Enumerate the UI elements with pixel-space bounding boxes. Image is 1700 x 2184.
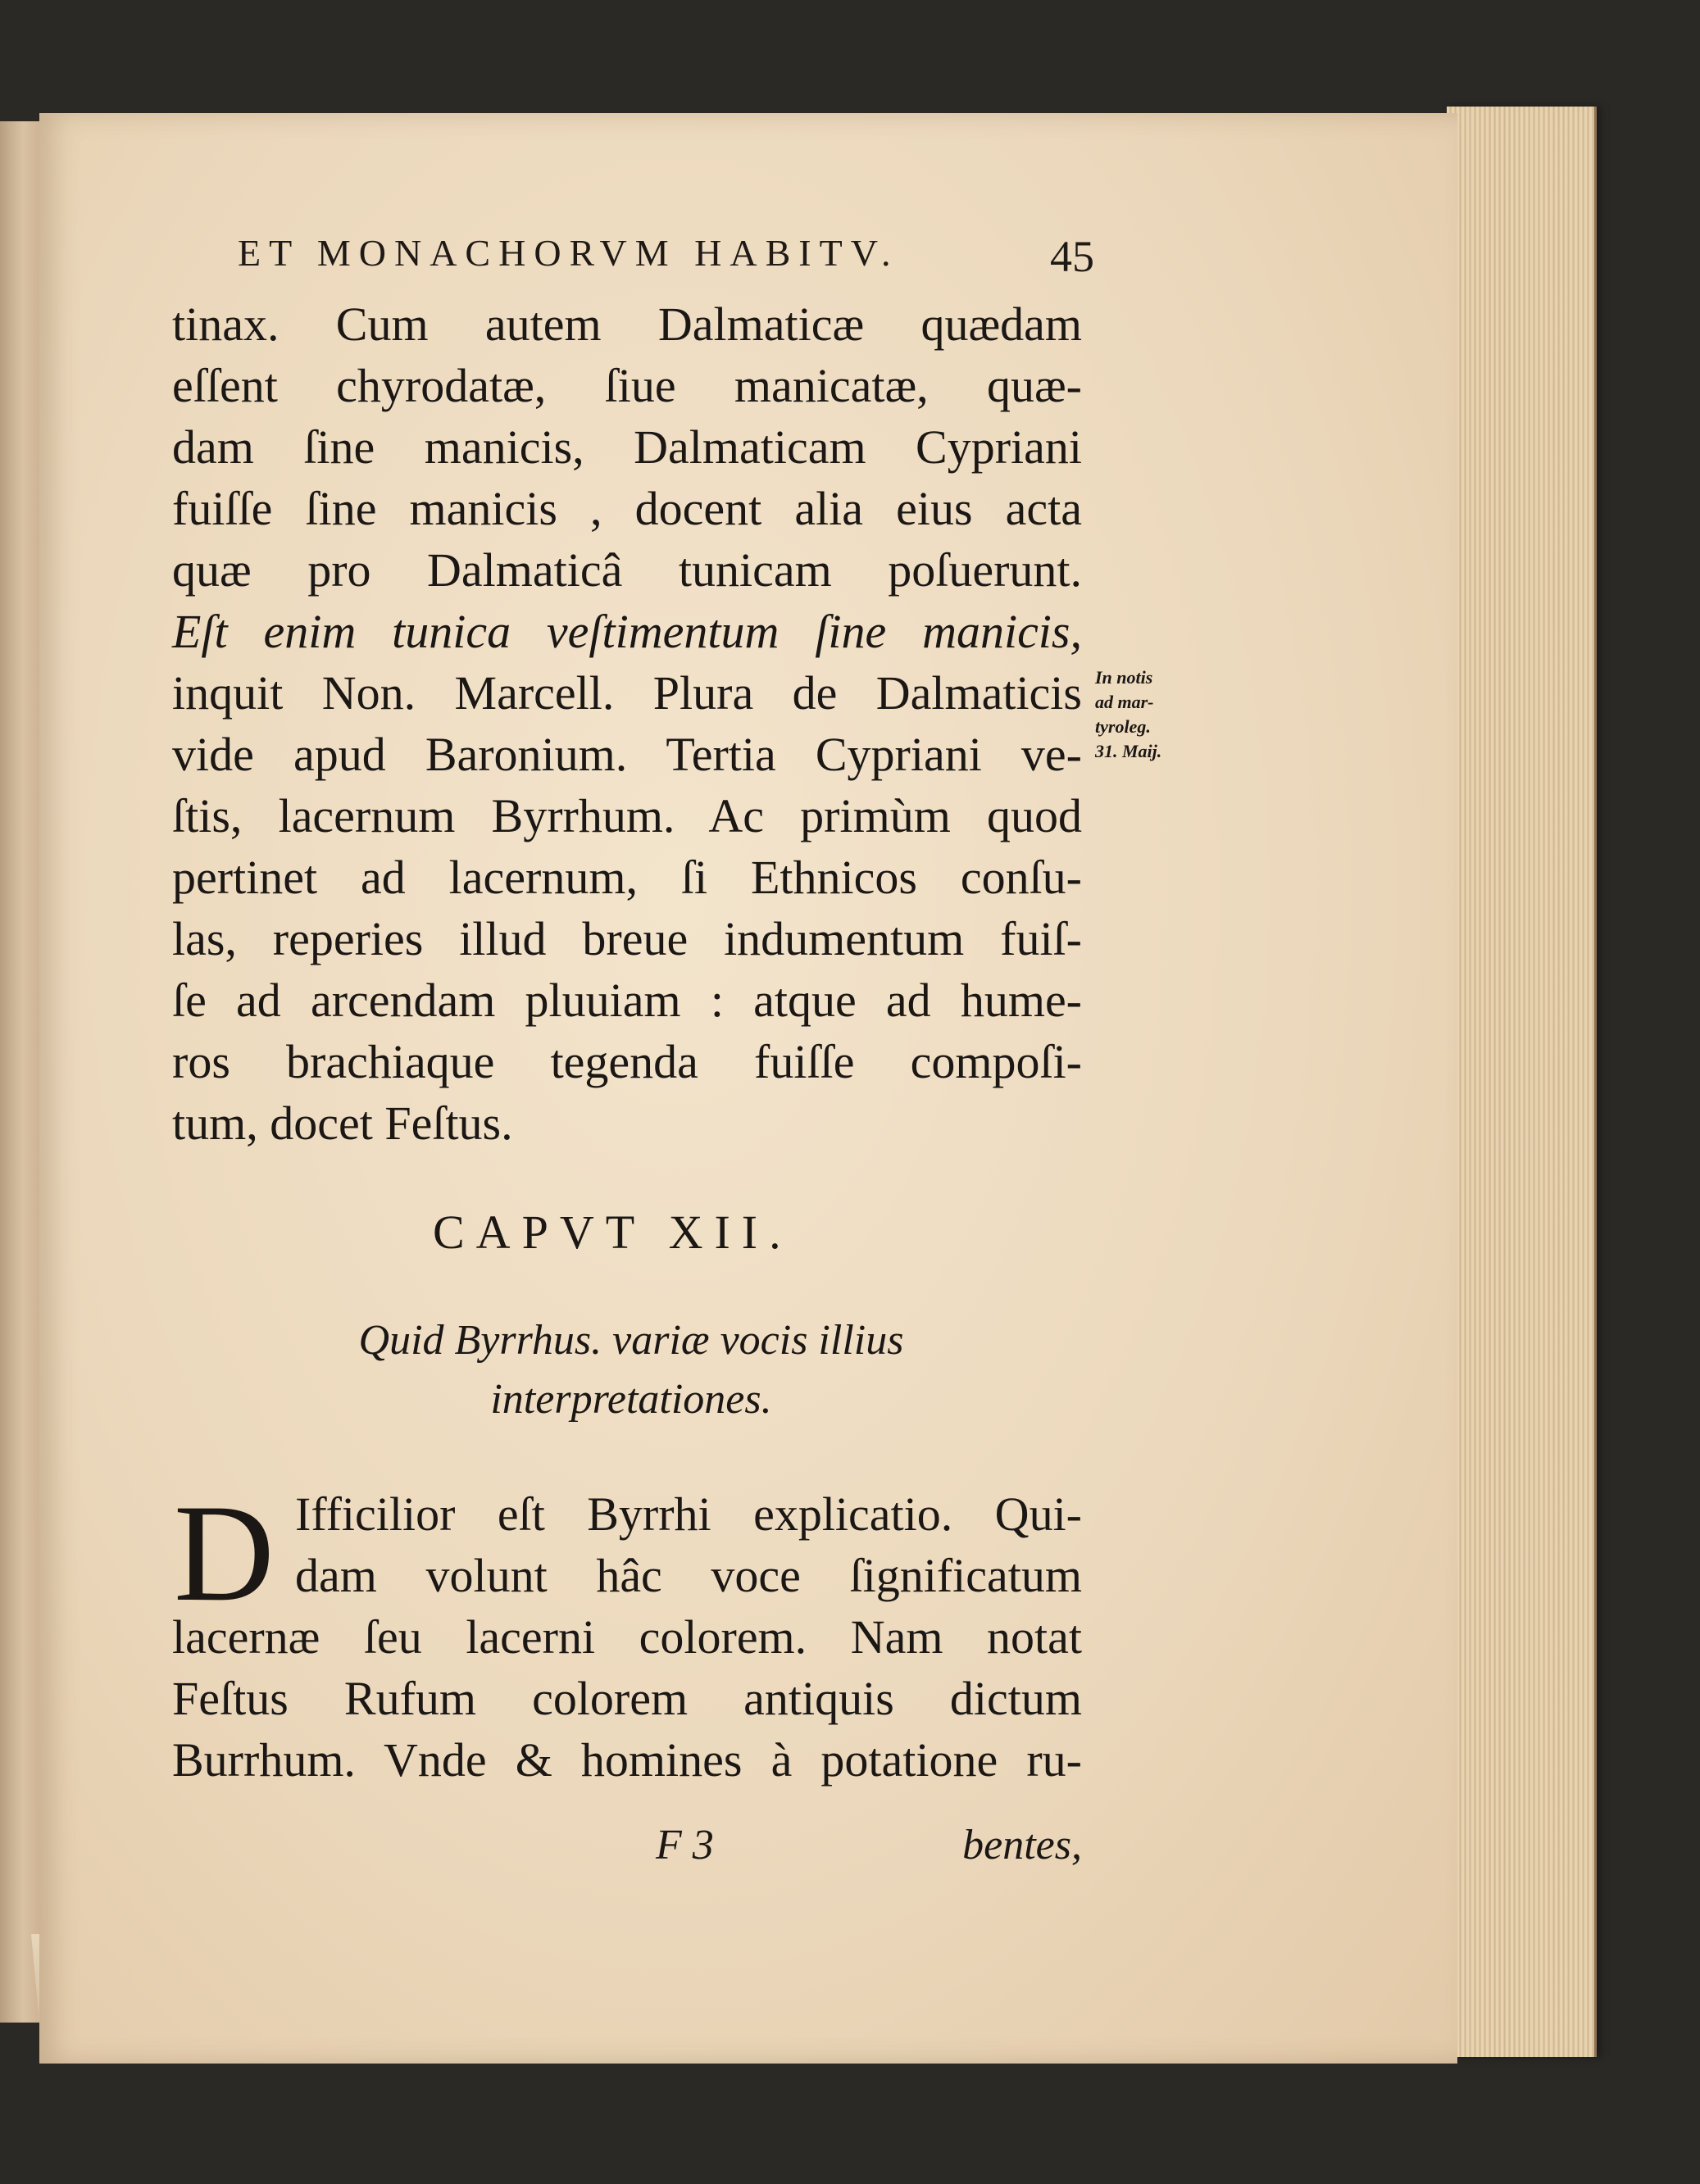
text-line: quæ pro Dalmaticâ tunicam poſuerunt. — [172, 543, 1082, 597]
running-head: ET MONACHORVM HABITV. — [238, 232, 899, 274]
text-line: lacernæ ſeu lacerni colorem. Nam notat — [172, 1610, 1082, 1664]
text-line: ſtis, lacernum Byrrhum. Ac primùm quod — [172, 789, 1082, 842]
page-header — [238, 231, 1094, 288]
margin-note-line: In notis — [1095, 667, 1153, 688]
body-text — [172, 293, 1082, 1154]
text-line: ros brachiaque tegenda fuiſſe compoſi- — [172, 1035, 1082, 1088]
marginal-note — [1095, 665, 1218, 764]
margin-note-line: tyroleg. — [1095, 716, 1151, 737]
text-line: pertinet ad lacernum, ſi Ethnicos conſu- — [172, 851, 1082, 904]
text-line: dam ſine manicis, Dalmaticam Cypriani — [172, 420, 1082, 474]
text-line-italic: Eſt enim tunica veſtimentum ſine manicis, — [172, 605, 1082, 658]
margin-note-line: 31. Maij. — [1095, 741, 1162, 761]
margin-note-line: ad mar- — [1095, 692, 1154, 712]
signature-mark: F 3 — [656, 1822, 714, 1868]
text-line: Feſtus Rufum colorem antiquis dictum — [172, 1672, 1082, 1725]
drop-capital: D — [174, 1476, 275, 1630]
text-line: vide apud Baronium. Tertia Cypriani ve- — [172, 728, 1082, 781]
text-line: las, reperies illud breue indumentum fuiſ- — [172, 912, 1082, 965]
chapter-heading: CAPVT XII. — [433, 1206, 793, 1259]
text-line: inquit Non. Marcell. Plura de Dalmaticis — [172, 666, 1082, 720]
summary-line: interpretationes. — [490, 1376, 772, 1423]
text-line: tum, docet Feſtus. — [172, 1097, 513, 1150]
text-line: ſe ad arcendam pluuiam : atque ad hume- — [172, 974, 1082, 1027]
catchword: bentes, — [962, 1822, 1082, 1868]
page-number: 45 — [1050, 232, 1094, 281]
text-line: Ifficilior eſt Byrrhi explicatio. Qui- — [295, 1487, 1082, 1541]
text-line: fuiſſe ſine manicis , docent alia eius acta — [172, 482, 1082, 535]
page-block-edge — [1447, 107, 1597, 2057]
text-line: Burrhum. Vnde & homines à potatione ru- — [172, 1733, 1082, 1787]
text-line: eſſent chyrodatæ, ſiue manicatæ, quæ- — [172, 359, 1082, 412]
chapter-paragraph — [172, 1476, 1082, 1791]
text-line: tinax. Cum autem Dalmaticæ quædam — [172, 297, 1082, 351]
chapter-summary — [246, 1311, 1016, 1429]
text-line: dam volunt hâc voce ſignificatum — [295, 1549, 1082, 1602]
summary-line: Quid Byrrhus. variæ vocis illius — [358, 1317, 904, 1364]
